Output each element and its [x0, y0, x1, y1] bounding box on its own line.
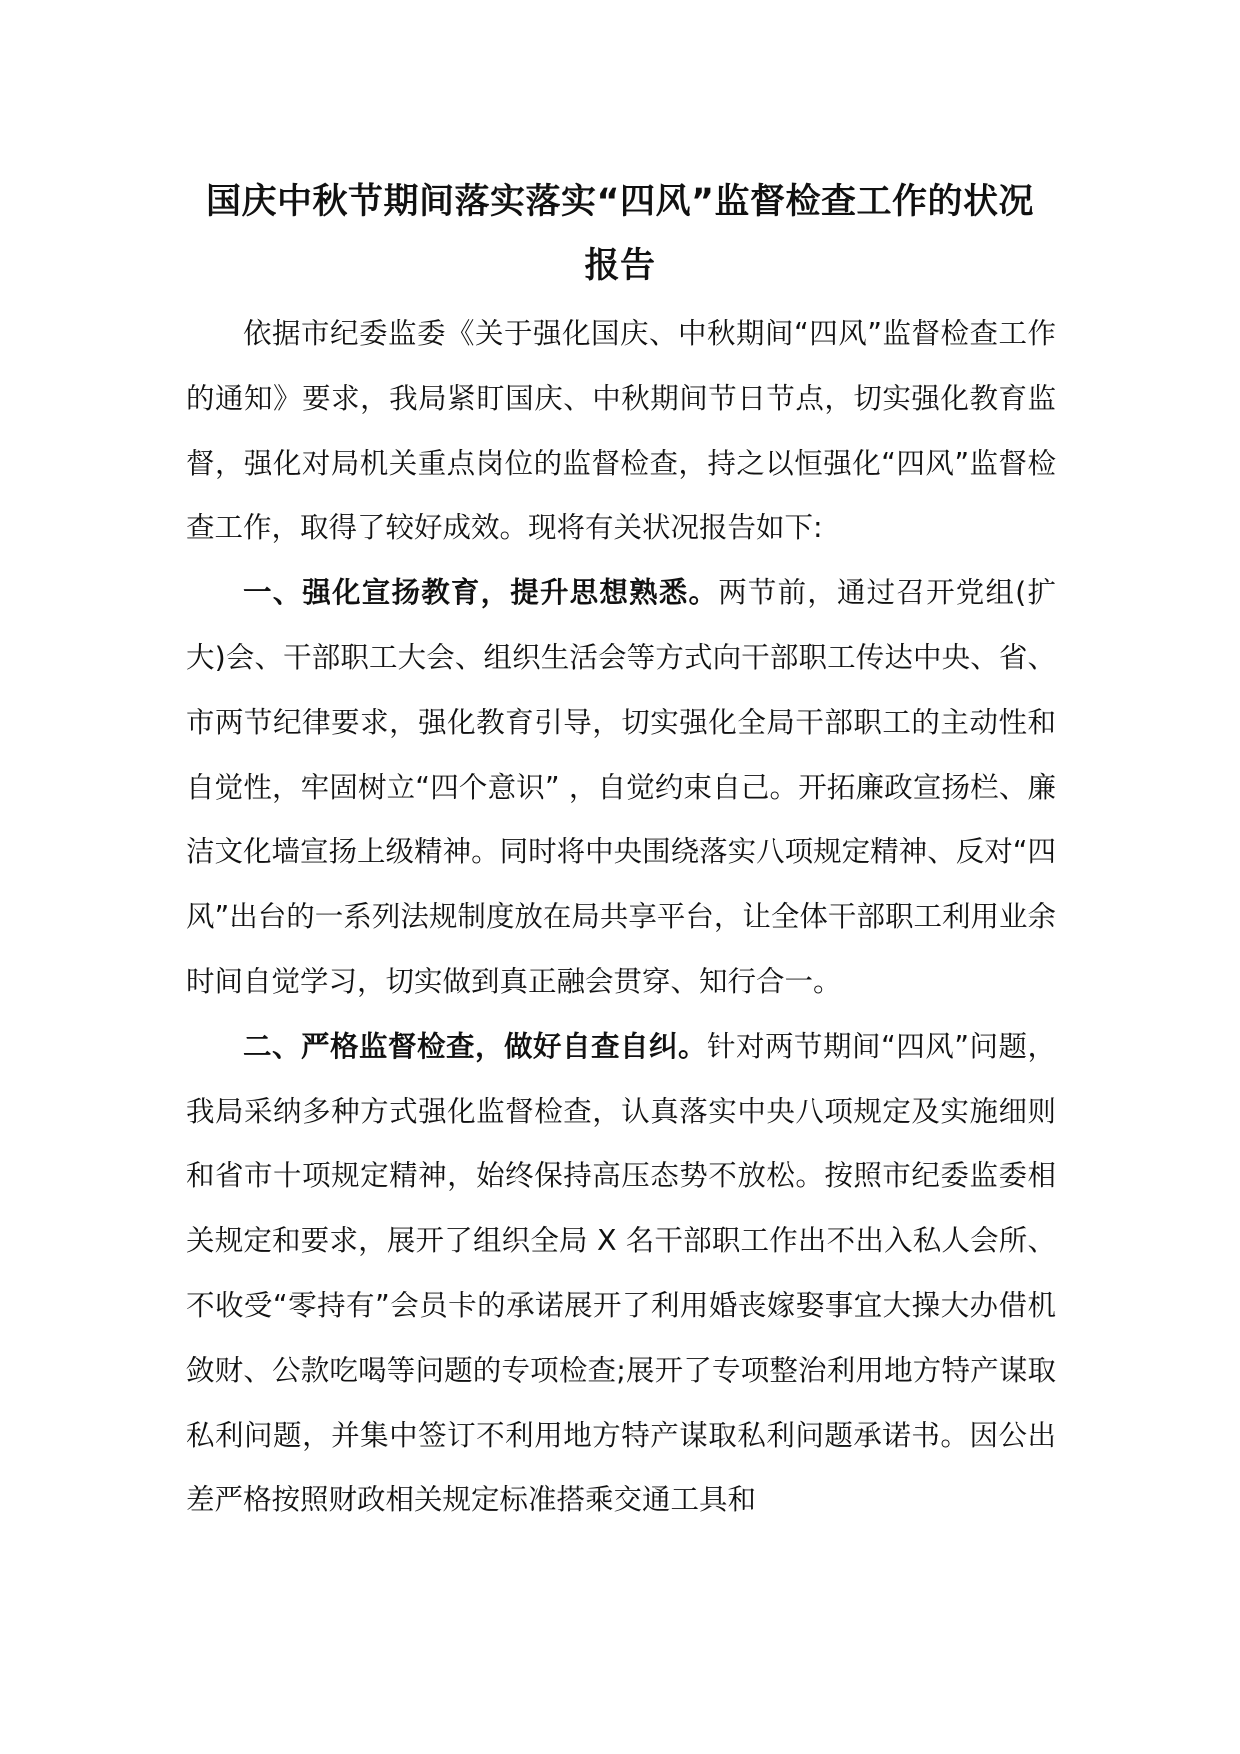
paragraph-section-1 — [186, 561, 1056, 1015]
document-title: 国庆中秋节期间落实落实“四风”监督检查工作的状况报告 — [205, 182, 1034, 286]
document-body — [186, 302, 1056, 1533]
paragraph-section-2 — [186, 1015, 1056, 1533]
section-2-heading: 二、严格监督检查，做好自查自纠。 — [243, 1029, 707, 1063]
paragraph-intro — [186, 302, 1056, 561]
section-1-text: 两节前，通过召开党组(扩大)会、干部职工大会、组织生活会等方式向干部职工传达中央、省、市两节纪律要求，强化教育引导，切实强化全局干部职工的主动性和自觉性，牢固树立“四个意识” ，自觉约束自己。开拓廉政宣扬栏、廉洁文化墙宣扬上级精神。同时将中央围绕落实八项规定精神、反对“四风”出台的一系列法规制度放在局共享平台，让全体干部职工利用业余时间自觉学习，切实做到真正融会贯穿、知行合一。 — [186, 576, 1056, 998]
section-2-text: 针对两节期间“四风”问题，我局采纳多种方式强化监督检查，认真落实中央八项规定及实施细则和省市十项规定精神，始终保持高压态势不放松。按照市纪委监委相关规定和要求，展开了组织全局 X 名干部职工作出不出入私人会所、不收受“零持有”会员卡的承诺展开了利用婚丧嫁娶事宜大操大办借机敛财、公款吃喝等问题的专项检查;展开了专项整治利用地方特产谋取私利问题，并集中签订不利用地方特产谋取私利问题承诺书。因公出差严格按照财政相关规定标准搭乘交通工具和 — [186, 1029, 1056, 1517]
section-1-heading: 一、强化宣扬教育，提升思想熟悉。 — [243, 576, 719, 610]
paragraph-intro-text: 依据市纪委监委《关于强化国庆、中秋期间“四风”监督检查工作的通知》要求，我局紧盯国庆、中秋期间节日节点，切实强化教育监督，强化对局机关重点岗位的监督检查，持之以恒强化“四风”监督检查工作，取得了较好成效。现将有关状况报告如下: — [186, 317, 1056, 545]
